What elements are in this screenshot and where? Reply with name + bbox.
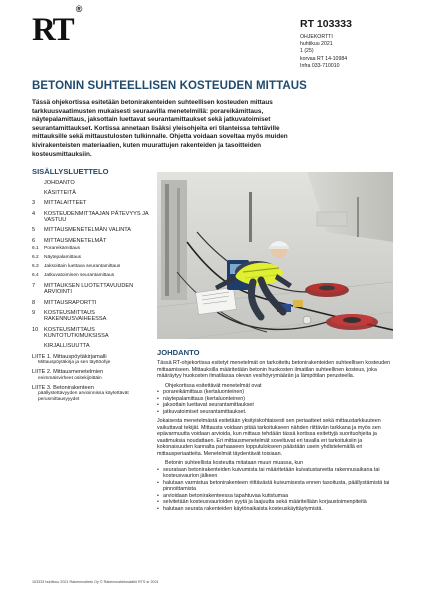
method-list [157, 389, 394, 415]
list-item: • jaksottain luettavat seurantamittaukset [157, 402, 394, 409]
section-body [157, 360, 394, 515]
section-title: JOHDANTO [157, 348, 200, 357]
intro-text: Tässä ohjekortissa esitetään betonirakenteiden suhteellisen kosteuden mittaus tarkkuusvaatimusten mukaisesti seuraavilla menetelmillä: porareikämittaus, näytepalamittaus, jaksottain luettavat seurantamittaukset sekä jatkuvatoimiset seurantamittaukset. Kortissa annetaan lisäksi yleisohjeita eri tilanteissa tehtäville mittauksille sekä mittaustulosten tulkinnalle. Ohjetta voidaan soveltaa myös muiden kivirakenteisten materiaalien, kuten muurattujen rakenteiden ja tasoitteiden kosteusmittauksiin. [32, 99, 288, 158]
meta-replaces: korvaa RT 14-10984 [300, 55, 348, 62]
document-meta [300, 34, 347, 70]
toc-subitem[interactable]: 6.1 Porareikämittaus [32, 246, 80, 252]
toc-subitem[interactable]: 6.4 Jatkuvatoiminen seurantamittaus [32, 272, 115, 278]
meta-date: huhtikuu 2021 [300, 41, 333, 48]
toc-item[interactable]: JOHDANTO [44, 180, 75, 186]
page-footer: 103333 huhtikuu 2021 Rakennustieto Oy © Rakennustietosäätiö RTS sr 2021 [32, 580, 159, 584]
list-item: • porareikämittaus (kertaluonteinen) [157, 389, 394, 396]
list-item: • halutaan seurata rakenteiden käytönaikaista kosteuskäyttäytymistä. [157, 506, 394, 513]
meta-infra-code: Infra 033-710010 [300, 62, 340, 69]
toc-appendix[interactable]: LIITE 2. Mittausmenetelmien enimmäisvirheet ositekijöittäin [32, 369, 104, 381]
trademark-symbol: ® [75, 4, 83, 14]
list-item: • jatkuvatoimiset seurantamittaukset. [157, 409, 394, 416]
toc-subitem[interactable]: 6.3 Jaksoittain luettava seurantamittaus [32, 263, 121, 269]
list-item: • halutaan varmistua betonirakenteen riittävästä kuivumisesta ennen tasoitusta, päällystämistä tai pinnoittamista [157, 480, 394, 493]
paragraph: Jokaisesta menetelmästä esitetään yksityiskohtaisesti sen periaatteet sekä mittaustarkkuuteen vaikuttavat tekijät. Mittausta voidaan pitää tarkoitukseen nähden riittävän tarkkana ja myös sen epävarmuutta voidaan arvioida, kun mittaus tehdään tässä kortissa esitettyjä suorituohjeita ja vaatimuksia noudattaen. Eri mittausmenetelmät soveltuvat eri tavalla eri tarkoituksiin ja kokonaisuuden kannalta parhaaseen lopputulokseen päästään usein yhdistelemällä eri mittausperiaatteita. Menetelmät täydentävät toisiaan. [157, 418, 381, 457]
paragraph: Betonin suhteellista kosteutta mitataan muun muassa, kun [165, 460, 304, 466]
cover-photo [157, 172, 393, 339]
toc-item[interactable]: KIRJALLISUUTTA [44, 343, 90, 350]
toc-item[interactable]: 9 KOSTEUSMITTAUS RAKENNUSVAIHEESSA [32, 309, 107, 323]
list-item: • selvitetään kosteusvaurioiden syytä ja laajuutta sekä määritellään korjaustoimenpiteitä [157, 499, 394, 506]
use-case-list [157, 467, 394, 513]
meta-page: 1 (25) [300, 48, 314, 55]
toc-item[interactable]: 4 KOSTEUDENMITTAAJAN PÄTEVYYS JA VASTUU [32, 210, 149, 224]
toc-item[interactable]: 8 MITTAUSRAPORTTI [32, 299, 97, 306]
toc-item[interactable]: 5 MITTAUSMENETELMÄN VALINTA [32, 227, 132, 234]
toc-item[interactable]: 7 MITTAUKSEN LUOTETTAVUUDEN ARVIOINTI [32, 282, 134, 296]
toc-title: SISÄLLYSLUETTELO [32, 167, 109, 176]
paragraph: Ohjekortissa esitettävät menetelmät ovat [165, 382, 262, 389]
meta-card-type: OHJEKORTTI [300, 34, 333, 40]
table-of-contents [32, 180, 152, 406]
toc-item[interactable]: 6 MITTAUSMENETELMÄT [32, 237, 107, 244]
page-title: BETONIN SUHTEELLISEN KOSTEUDEN MITTAUS [32, 80, 307, 92]
toc-item[interactable]: 3 MITTALAITTEET [32, 200, 87, 207]
rt-logo: RT® [32, 4, 83, 48]
toc-item[interactable]: 10 KOSTEUSMITTAUS KUNTOTUTKIMUKSISSA [32, 326, 109, 340]
list-item: • seurataan betonirakenteiden kuivumista tai määritetään kuivatustarvetta rakennusaikana tai kosteusvaurion jälkeen [157, 467, 394, 480]
list-item: • näytepalamittaus (kertaluonteinen) [157, 396, 394, 403]
toc-appendix[interactable]: LIITE 3. Betonirakenteen päällystettävyyden arvioinnissa käytettävät perusmittausyyydet [32, 384, 129, 403]
toc-subitem[interactable]: 6.2 Näytepalamittaus [32, 255, 82, 261]
toc-item[interactable]: KÄSITTEITÄ [44, 190, 77, 197]
document-code: RT 103333 [300, 18, 352, 30]
paragraph: Tässä RT-ohjekortissa esitetyt menetelmät on tarkoitettu betonirakenteiden suhteellisen kosteuden mittaamiseen. Mittauksilla määritetään betonin huokosten ilmatilan suhteellinen kosteus, joka määräytyy huokosten ilmatilassa olevan vesihöyrymäärän ja lämpötilan perusteella. [157, 360, 391, 379]
list-item: • arvioidaan betonirakenteessa tapahtuvaa kutistumaa [157, 493, 394, 500]
toc-appendix[interactable]: LIITE 1. Mittauspöytäkirjamalli Mittauspöytäkirja ja sen täyttöohje [32, 353, 111, 366]
